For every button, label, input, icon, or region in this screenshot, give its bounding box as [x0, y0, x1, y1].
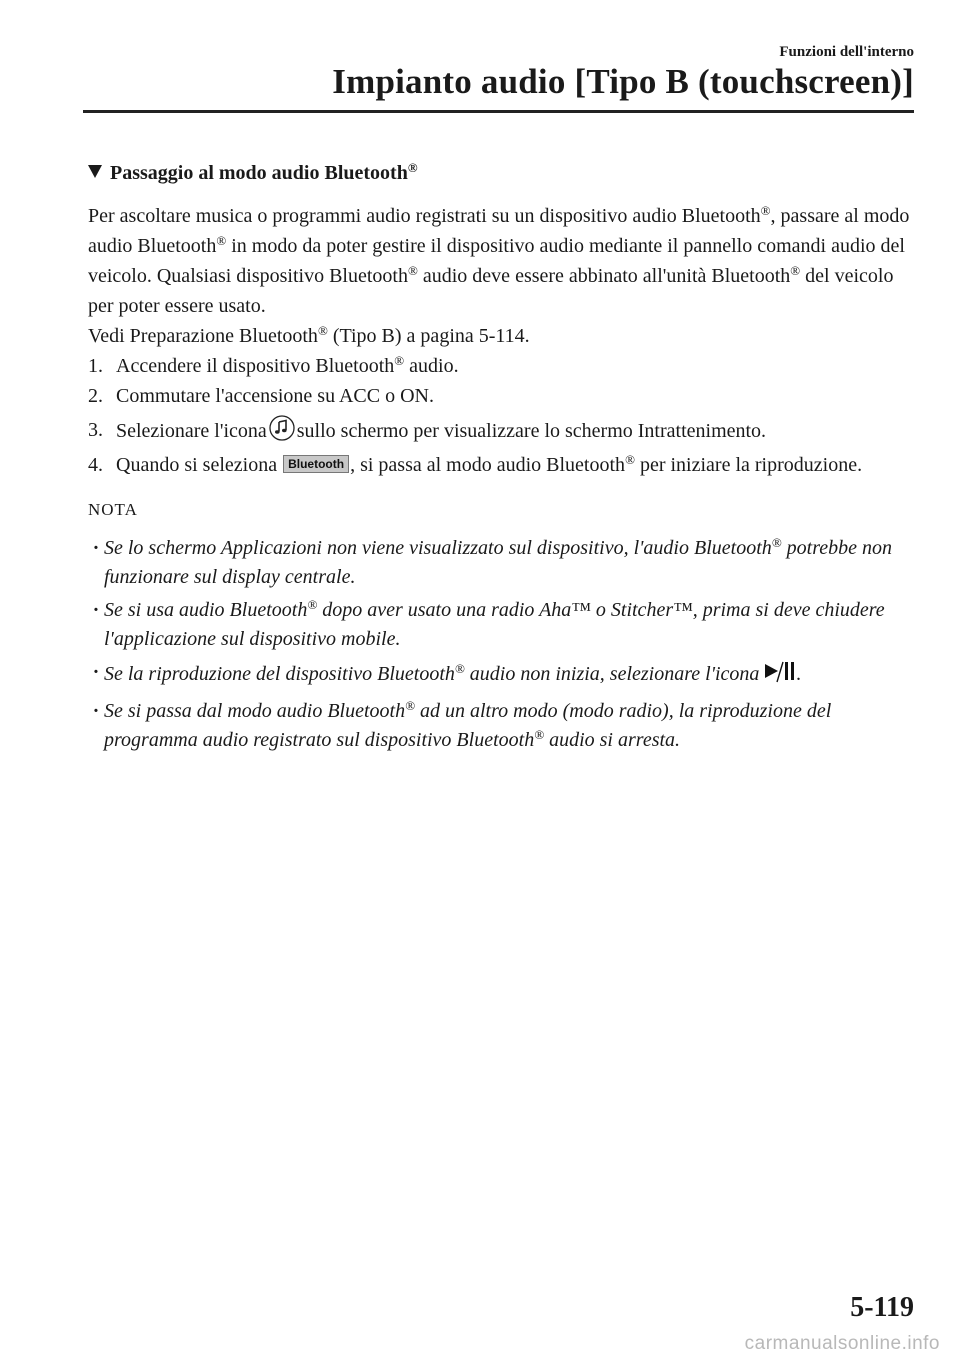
note-item: · Se lo schermo Applicazioni non viene visualizzato sul dispositivo, l'audio Bluetooth® potrebbe non funzionare sul display centrale. — [92, 535, 892, 588]
note-item: · Se si usa audio Bluetooth® dopo aver usato una radio Aha™ o Stitcher™, prima si deve chiudere l'applicazione sul dispositivo mobile. — [92, 597, 885, 650]
page-content — [88, 162, 918, 759]
section-heading: Passaggio al modo audio Bluetooth® — [88, 162, 918, 185]
watermark: carmanualsonline.info — [744, 1333, 940, 1354]
bluetooth-button-label: Bluetooth — [283, 455, 349, 473]
step-item: 2. Commutare l'accensione su ACC o ON. — [88, 385, 434, 407]
music-note-icon — [269, 415, 295, 450]
page-title: Impianto audio [Tipo B (touchscreen)] — [332, 62, 914, 101]
steps-list — [88, 351, 918, 480]
reference-paragraph: Vedi Preparazione Bluetooth® (Tipo B) a pagina 5-114. — [88, 323, 530, 347]
note-item: · Se si passa dal modo audio Bluetooth® ad un altro modo (modo radio), la riproduzione del programma audio registrato sul dispositivo Bluetooth® audio si arresta. — [92, 698, 832, 751]
header-section-label: Funzioni dell'interno — [779, 44, 914, 60]
note-title: NOTA — [88, 500, 138, 519]
play-pause-icon — [762, 658, 796, 693]
step-item: 1. Accendere il dispositivo Bluetooth® audio. — [88, 353, 459, 377]
step-item: 3. Selezionare l'icona sullo schermo per visualizzare lo schermo Intrattenimento. — [88, 415, 918, 450]
step-item: 4. Quando si seleziona Bluetooth , si passa al modo audio Bluetooth® per iniziare la riproduzione. — [88, 452, 863, 476]
page-number: 5-119 — [850, 1292, 914, 1323]
note-item: · Se la riproduzione del dispositivo Bluetooth® audio non inizia, selezionare l'icona . — [88, 658, 918, 693]
header-rule — [83, 110, 914, 113]
triangle-down-icon — [88, 165, 102, 178]
intro-paragraph: Per ascoltare musica o programmi audio registrati su un dispositivo audio Bluetooth®, passare al modo audio Bluetooth® in modo da poter gestire il dispositivo audio mediante il pannello comandi audio del veicolo. Qualsiasi dispositivo Bluetooth® audio deve essere abbinato all'unità Bluetooth® del veicolo per poter essere usato. — [88, 203, 910, 317]
